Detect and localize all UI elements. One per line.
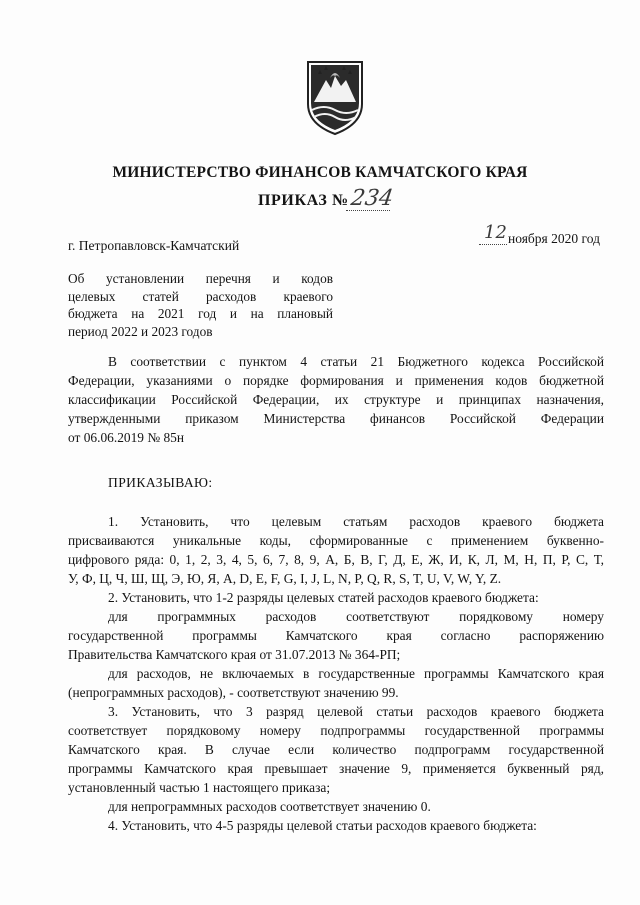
preamble-paragraph <box>68 352 604 447</box>
order-subject <box>68 270 333 340</box>
item-line: 2. Установить, что 1-2 разряды целевых статей расходов краевого бюджета: <box>108 590 539 605</box>
preamble-line: от 06.06.2019 № 85н <box>68 430 185 445</box>
ministry-title: МИНИСТЕРСТВО ФИНАНСОВ КАМЧАТСКОГО КРАЯ <box>112 164 528 181</box>
decree-word: ПРИКАЗЫВАЮ: <box>108 475 213 490</box>
subject-line: Об установлении перечня и кодов <box>68 271 333 286</box>
item-line: 4. Установить, что 4-5 разряды целевой статьи расходов краевого бюджета: <box>108 818 537 833</box>
item-line: установленный частью 1 настоящего приказа; <box>68 780 331 795</box>
order-items <box>68 512 604 835</box>
item-line: У, Ф, Ц, Ч, Ш, Щ, Э, Ю, Я, A, D, E, F, G, I, J, L, N, P, Q, R, S, T, U, V, W, Y, Z. <box>68 571 502 586</box>
item-line: для непрограммных расходов соответствует значению 0. <box>108 799 431 814</box>
subject-line: период 2022 и 2023 годов <box>68 323 213 339</box>
item-line: 1. Установить, что целевым статьям расходов краевого бюджета <box>108 514 604 529</box>
order-label: ПРИКАЗ № <box>258 192 349 209</box>
preamble-line: утвержденными приказом Министерства финансов Российской Федерации <box>68 411 604 426</box>
item-line: для программных расходов соответствуют порядковому номеру <box>108 609 604 624</box>
item-line: государственной программы Камчатского края согласно распоряжению <box>68 628 604 643</box>
date-day-handwritten: 12 <box>484 222 507 243</box>
item-line: (непрограммных расходов), - соответствуют значению 99. <box>68 685 399 700</box>
subject-line: бюджета на 2021 год и на плановый <box>68 306 333 321</box>
date-day-underline <box>479 244 507 245</box>
preamble-line: В соответствии с пунктом 4 статьи 21 Бюджетного кодекса Российской <box>108 354 604 369</box>
item-line: присваиваются уникальные коды, сформированные с применением буквенно- <box>68 533 604 548</box>
item-line: Правительства Камчатского края от 31.07.2013 № 364-РП; <box>68 647 401 662</box>
coat-of-arms-emblem <box>304 58 366 136</box>
preamble-line: классификации Российской Федерации, их структуре и принципах назначения, <box>68 392 604 407</box>
date-month-year: ноября 2020 год <box>508 231 600 246</box>
order-number-underline <box>346 210 390 211</box>
item-line: цифрового ряда: 0, 1, 2, 3, 4, 5, 6, 7, 8, 9, А, Б, В, Г, Д, Е, Ж, И, К, Л, М, Н, П, Р, С, Т, <box>68 552 604 567</box>
item-line: Камчатского края. В случае если количество подпрограмм государственной <box>68 742 604 757</box>
order-number-handwritten: 234 <box>349 186 395 211</box>
item-line: соответствует порядковому номеру подпрограммы государственной программы <box>68 723 604 738</box>
item-line: 3. Установить, что 3 разряд целевой статьи расходов краевого бюджета <box>108 704 604 719</box>
city: г. Петропавловск-Камчатский <box>68 238 240 253</box>
item-line: для расходов, не включаемых в государственные программы Камчатского края <box>108 666 604 681</box>
preamble-line: Федерации, указаниями о порядке формирования и применения кодов бюджетной <box>68 373 604 388</box>
item-line: программы Камчатского края превышает значение 9, применяется буквенный ряд, <box>68 761 604 776</box>
subject-line: целевых статей расходов краевого <box>68 288 333 304</box>
